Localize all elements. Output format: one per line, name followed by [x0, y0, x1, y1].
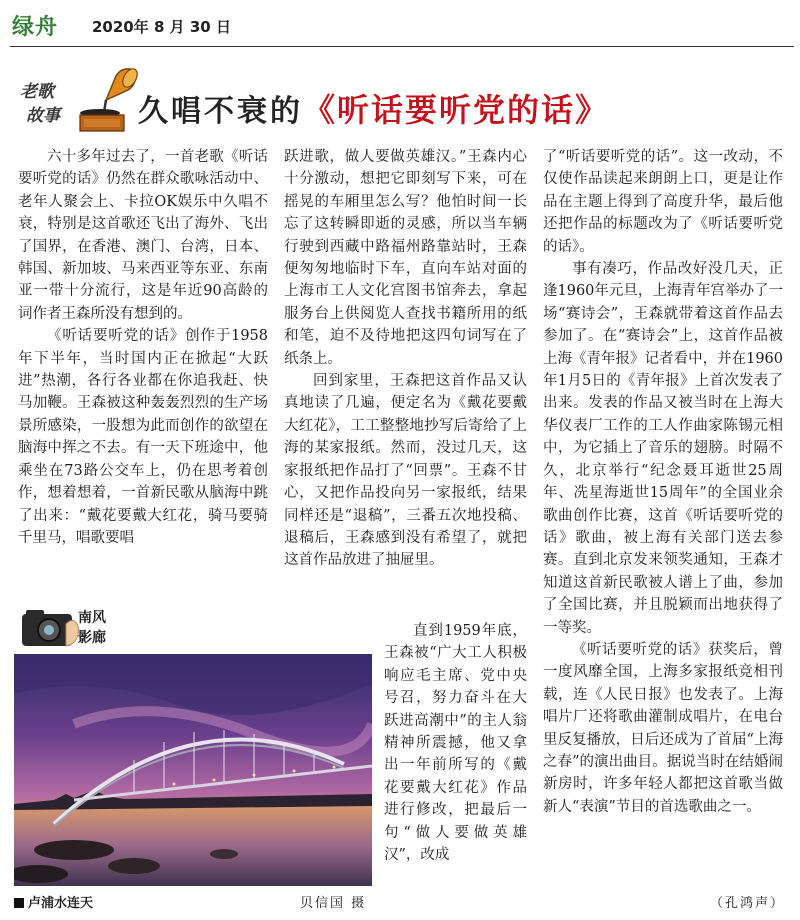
header-divider: [10, 46, 794, 47]
photo-column-name: [78, 608, 106, 648]
photo-column-line2: 影廊: [78, 630, 106, 646]
photo-column-line1: 南风: [78, 610, 106, 626]
paragraph: 跃进歌，做人要做英雄汉。”王森内心十分激动，想把它即刻写下来，可在摇晃的车厢里怎么写？他怕时间一长忘了这转瞬即逝的灵感，所以当车辆行驶到西藏中路福州路靠站时，王森便匆匆地临时下车，直向车站对面的上海市工人文化宫图书馆奔去，拿起服务台上供阅览人查找书籍所用的纸和笔，迫不及待地把这四句词写在了纸条上。: [284, 149, 527, 367]
phonograph-icon: [76, 62, 138, 134]
page-header: [0, 0, 800, 48]
paragraph: 《听话要听党的话》创作于1958年下半年，当时国内正在掀起“大跃进”热潮，各行各业都在你追我赶、快马加鞭。王森被这种轰轰烈烈的生产场景所感染，一股想为此而创作的欲望在脑海中挥之不去。有一天下班途中，他乘坐在73路公交车上，仍在思考着创作，想着想着，一首新民歌从脑海中跳了出来：“戴花要戴大红花，骑马要骑千里马，唱歌要唱: [18, 328, 268, 546]
paragraph: 直到1959年底，王森被“广大工人积极响应毛主席、党中央号召，努力奋斗在大跃进高潮中”的主人翁精神所震撼，他又拿出一年前所写的《戴花要戴大红花》作品进行修改，把最后一句“做人要做英雄汉”，改成: [384, 623, 527, 864]
title-prefix: 久唱不衰的: [138, 94, 303, 129]
article-column-3: [543, 146, 783, 818]
column-label-line2: 故事: [26, 106, 60, 126]
column-label: [20, 80, 80, 128]
article-author: （孔鸿声）: [710, 896, 786, 911]
article-column-2-lower: [384, 620, 527, 866]
photo-caption: [14, 892, 93, 911]
column-label-line1: 老歌: [20, 82, 54, 102]
caption-square-icon: [14, 898, 24, 908]
caption-text: 卢浦水连天: [28, 896, 94, 911]
article-title: [138, 90, 609, 130]
paragraph: 了“听话要听党的话”。这一改动，不仅使作品读起来朗朗上口，更是让作品在主题上得到了高度升华，最后他还把作品的标题改为了《听话要听党的话》。: [543, 149, 783, 255]
paragraph: 六十多年过去了，一首老歌《听话要听党的话》仍然在群众歌咏活动中、老年人聚会上、卡拉OK娱乐中久唱不衰，特别是这首歌还飞出了海外、飞出了国界，在香港、澳门、台湾，日本、韩国、新加坡、马来西亚等东亚、东南亚一带十分流行，这是年近90高龄的词作者王森所没有想到的。: [18, 149, 268, 322]
title-song: 《听话要听党的话》: [303, 91, 610, 129]
bridge-photo: [14, 654, 372, 886]
issue-date: 2020年 8 月 30 日: [92, 18, 231, 36]
paragraph: 回到家里，王森把这首作品又认真地读了几遍，便定名为《戴花要戴大红花》，工工整整地抄写后寄给了上海的某家报纸。然而，没过几天，这家报纸把作品打了“回票”。王森不甘心，又把作品投向另一家报纸，结果同样还是“退稿”，三番五次地投稿、退稿后，王森感到没有希望了，就把这首作品放进了抽屉里。: [284, 373, 527, 569]
section-name: 绿舟: [12, 15, 59, 40]
paragraph: 《听话要听党的话》获奖后，曾一度风靡全国，上海多家报纸竞相刊载，连《人民日报》也发表了。上海唱片厂还将歌曲灌制成唱片，在电台里反复播放，日后还成为了首届“上海之春”的演出曲目。据说当时在结婚闹新房时，许多年轻人都把这首歌当做新人“表演”节目的首选歌曲之一。: [543, 641, 783, 815]
article-column-2: [284, 146, 527, 572]
paragraph: 事有凑巧，作品改好没几天，正逢1960年元旦，上海青年宫举办了一场“赛诗会”，王森就带着这首作品去参加了。在“赛诗会”上，这首作品被上海《青年报》记者看中，并在1960年1月5日的《青年报》上首次发表了出来。发表的作品又被当时在上海大华仪表厂工作的工人作曲家陈锡元相中，为它插上了音乐的翅膀。时隔不久，北京举行“纪念聂耳逝世25周年、冼星海逝世15周年”的全国业余歌曲创作比赛，这首《听话要听党的话》歌曲，被上海有关部门送去参赛。直到北京发来领奖通知，王森才知道这首新民歌被人谱上了曲，参加了全国比赛，并且脱颖而出地获得了一等奖。: [543, 261, 783, 636]
article-column-1: [18, 146, 268, 549]
photo-credit: 贝信国 摄: [300, 896, 367, 911]
